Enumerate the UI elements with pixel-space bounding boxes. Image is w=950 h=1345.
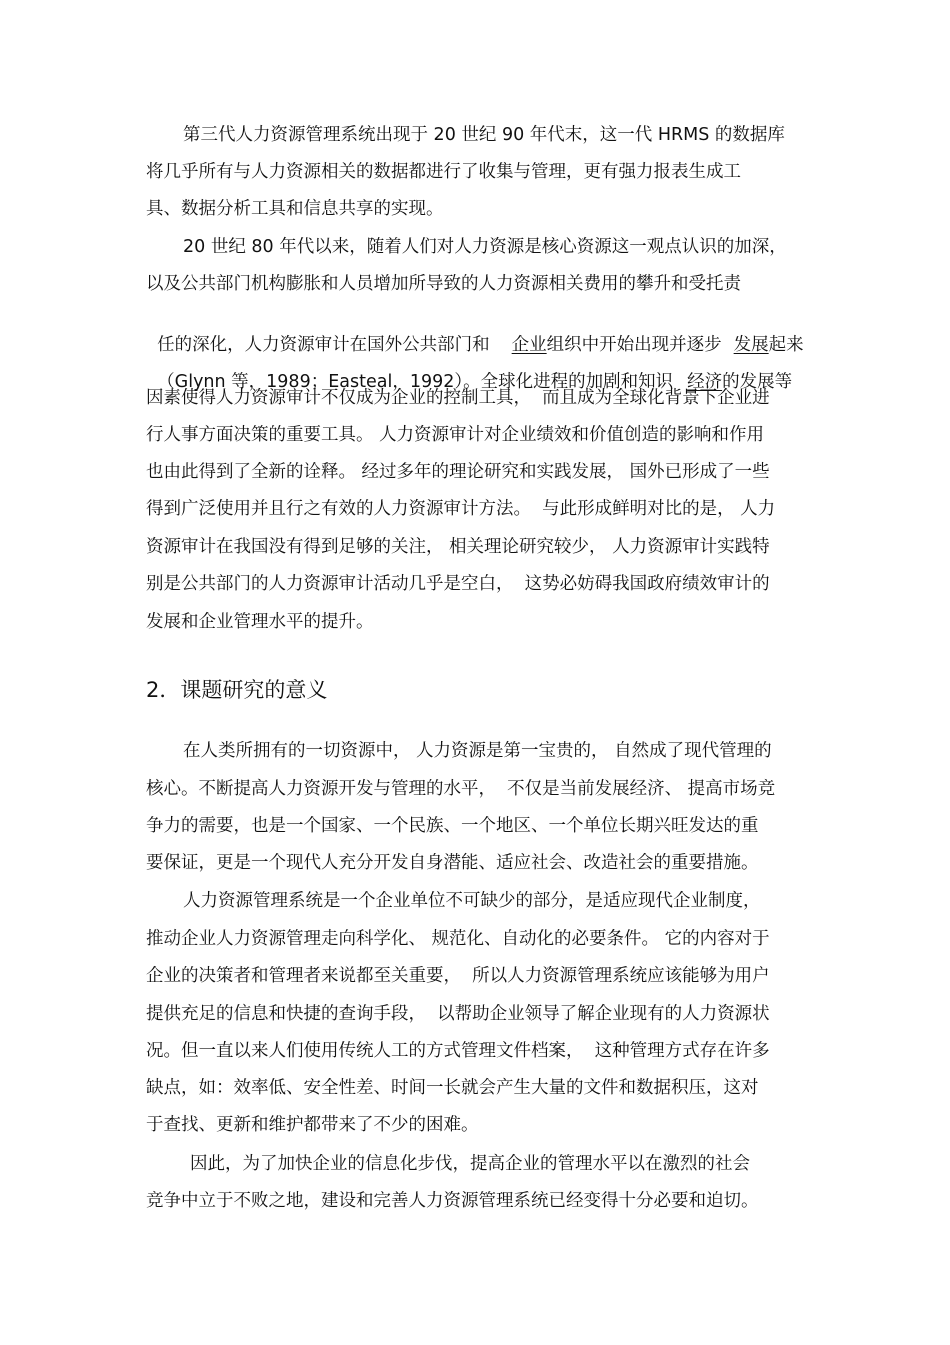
text-line: 在人类所拥有的一切资源中， 人力资源是第一宝贵的， 自然成了现代管理的 <box>183 741 772 761</box>
text-line: 也由此得到了全新的诠释。 经过多年的理论研究和实践发展， 国外已形成了一些 <box>146 462 770 482</box>
text-line: 行人事方面决策的重要工具。 人力资源审计对企业绩效和价值创造的影响和作用 <box>146 425 765 445</box>
text-line: 要保证，更是一个现代人充分开发自身潜能、适应社会、改造社会的重要措施。 <box>146 853 759 873</box>
text-line: 提供充足的信息和快捷的查询手段， 以帮助企业领导了解企业现有的人力资源状 <box>146 1004 770 1024</box>
text-line: 具、数据分析工具和信息共享的实现。 <box>146 199 444 219</box>
text-line: 第三代人力资源管理系统出现于 20 世纪 90 年代末，这一代 HRMS 的数据库 <box>183 125 785 145</box>
text-line: 缺点，如：效率低、安全性差、时间一长就会产生大量的文件和数据积压，这对 <box>146 1078 759 1098</box>
text-line: 核心。不断提高人力资源开发与管理的水平， 不仅是当前发展经济、 提高市场竞 <box>146 779 776 799</box>
text-segment: 组织中开始出现并逐步 <box>546 335 722 355</box>
text-line: 将几乎所有与人力资源相关的数据都进行了收集与管理，更有强力报表生成工 <box>146 162 741 182</box>
text-line: 因素使得人力资源审计不仅成为企业的控制工具， 而且成为全球化背景下企业进 <box>146 388 770 408</box>
text-line: 人力资源管理系统是一个企业单位不可缺少的部分，是适应现代企业制度， <box>183 891 761 911</box>
text-segment: （Glynn 等，1989；Easteal，1992）。全球化进程的加剧和知识 <box>157 372 674 392</box>
text-line: 因此，为了加快企业的信息化步伐，提高企业的管理水平以在激烈的社会 <box>190 1154 750 1174</box>
text-line: 于查找、更新和维护都带来了不少的困难。 <box>146 1115 479 1135</box>
text-line: 企业的决策者和管理者来说都至关重要， 所以人力资源管理系统应该能够为用户 <box>146 966 770 986</box>
link-jingji[interactable]: 经济 <box>687 372 723 392</box>
text-line: 得到广泛使用并且行之有效的人力资源审计方法。 与此形成鲜明对比的是， 人力 <box>146 499 776 519</box>
text-segment: 起来 <box>768 335 804 355</box>
text-line: 资源审计在我国没有得到足够的关注， 相关理论研究较少， 人力资源审计实践特 <box>146 537 770 557</box>
text-line: 发展和企业管理水平的提升。 <box>146 612 374 632</box>
text-line: 竞争中立于不败之地，建设和完善人力资源管理系统已经变得十分必要和迫切。 <box>146 1191 759 1211</box>
text-line: 况。但一直以来人们使用传统人工的方式管理文件档案， 这种管理方式存在许多 <box>146 1041 770 1061</box>
text-line: 推动企业人力资源管理走向科学化、 规范化、自动化的必要条件。 它的内容对于 <box>146 929 770 949</box>
text-line: 争力的需要，也是一个国家、一个民族、一个地区、一个单位长期兴旺发达的重 <box>146 816 759 836</box>
text-line: 以及公共部门机构膨胀和人员增加所导致的人力资源相关费用的攀升和受托责 <box>146 274 741 294</box>
link-fazhan[interactable]: 发展 <box>733 335 769 355</box>
text-line: 别是公共部门的人力资源审计活动几乎是空白， 这势必妨碍我国政府绩效审计的 <box>146 574 770 594</box>
section-heading: 2．课题研究的意义 <box>146 678 328 702</box>
text-line: 20 世纪 80 年代以来，随着人们对人力资源是核心资源这一观点认识的加深， <box>183 237 787 257</box>
link-qiye[interactable]: 企业 <box>511 335 547 355</box>
text-segment: 的发展等 <box>722 372 793 392</box>
text-segment: 任的深化，人力资源审计在国外公共部门和 <box>157 335 490 355</box>
